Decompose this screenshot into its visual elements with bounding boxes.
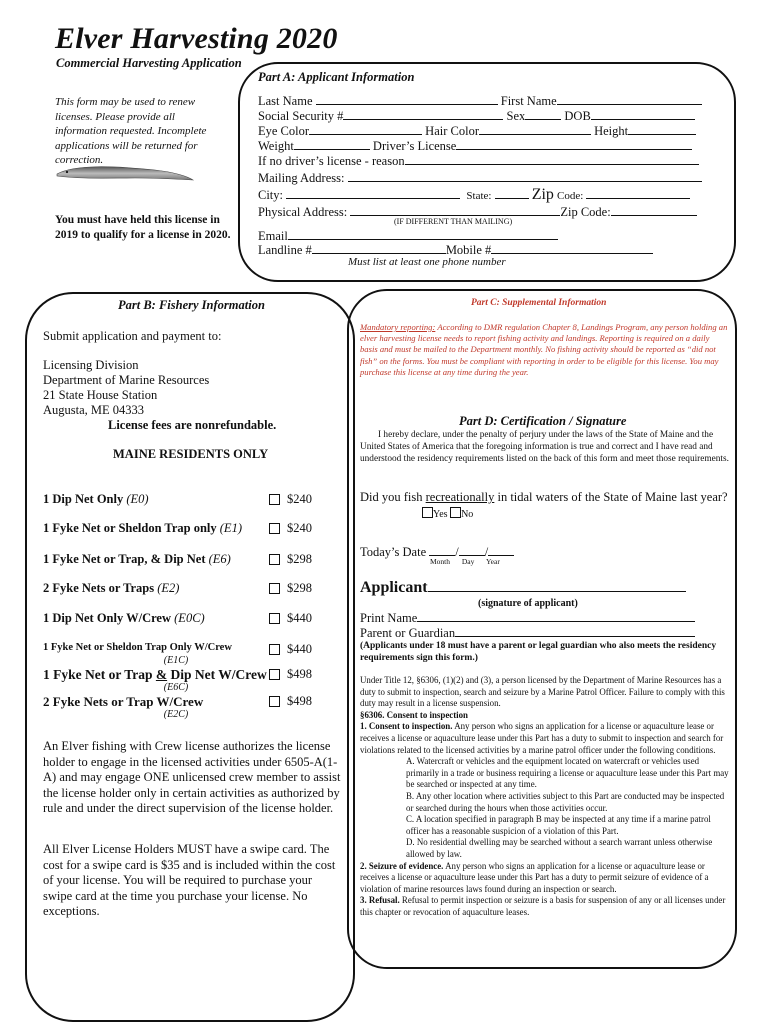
last-name-field[interactable] <box>316 93 498 105</box>
first-name-field[interactable] <box>557 93 702 105</box>
date-parts-labels <box>430 557 500 566</box>
fee-price: $440 <box>287 642 312 656</box>
height-field[interactable] <box>628 123 696 135</box>
sex-label: Sex <box>506 109 526 123</box>
todays-date-row: Today’s Date / / <box>360 544 514 560</box>
state-label: State: <box>466 190 492 202</box>
fee-code-e1c: (E1C) <box>163 655 189 666</box>
condition-b: B. Any other location where activities subject to this Part are conducted may be inspected or searched during the hours when those activities occur. <box>406 790 725 813</box>
condition-a: A. Watercraft or vehicles and the equipment located on watercraft or vehicles used primarily in a trade or business requiring a license or aquaculture lease under this Part may be searched or inspected at any time. <box>406 756 729 790</box>
fee-label-post: Dip Net W/Crew <box>167 667 267 682</box>
fee-checkbox[interactable] <box>269 696 280 707</box>
weight-label: Weight <box>258 139 294 153</box>
dob-label: DOB <box>564 109 591 123</box>
mobile-field[interactable] <box>491 242 653 254</box>
city-row <box>258 187 690 204</box>
fee-price: $298 <box>287 552 312 566</box>
fee-price: $240 <box>287 521 312 535</box>
part-b-title: Part B: Fishery Information <box>118 298 265 312</box>
eel-image <box>55 162 195 184</box>
fee-checkbox[interactable] <box>269 554 280 565</box>
day-label: Day <box>461 557 475 566</box>
parent-field[interactable] <box>455 625 695 637</box>
fee-code-e2c: (E2C) <box>163 709 189 720</box>
no-label: No <box>461 509 474 520</box>
consent-text: Any person who signs an application for a license or aquaculture lease or receives a license or aquaculture lease under this Part has a duty to submit to inspection and search for violations related to the licensed activities by a marine patrol officer under the following conditions. <box>360 721 724 755</box>
name-row <box>258 93 702 109</box>
form-title: Elver Harvesting 2020 <box>55 22 338 55</box>
zip-code-label: Code: <box>557 190 584 202</box>
zip-code-field[interactable] <box>586 187 690 199</box>
sex-field[interactable] <box>525 108 561 120</box>
ssn-row <box>258 108 695 124</box>
landline-label: Landline # <box>258 243 312 257</box>
no-license-label: If no driver’s license - reason <box>258 154 405 168</box>
physical-address-label: Physical Address: <box>258 205 348 219</box>
phone-note: Must list at least one phone number <box>348 256 506 268</box>
fee-label: 1 Fyke Net or Sheldon Trap Only W/Crew <box>43 642 232 653</box>
address-line-1: Licensing Division <box>43 358 139 372</box>
mailing-row <box>258 170 702 186</box>
question-underlined: recreationally <box>425 490 495 504</box>
part-d-title: Part D: Certification / Signature <box>459 414 627 428</box>
email-field[interactable] <box>288 228 558 240</box>
fee-code: (E2) <box>157 581 180 595</box>
refusal-heading: 3. Refusal. <box>360 895 400 906</box>
fee-price: $440 <box>287 611 312 625</box>
eye-hair-row <box>258 123 696 139</box>
hair-color-field[interactable] <box>479 123 591 135</box>
weight-row <box>258 138 692 154</box>
swipe-card-paragraph: All Elver License Holders MUST have a swipe card. The cost for a swipe card is $35 and is included within the cost of your license. You will be required to purchase your swipe card at the time you purchase your license. No exceptions. <box>43 842 336 918</box>
applicant-label: Applicant <box>360 579 428 596</box>
recreational-question <box>360 490 730 505</box>
fee-code: (E6) <box>208 552 231 566</box>
eye-color-field[interactable] <box>309 123 422 135</box>
fee-label-pre: 1 Fyke Net or Trap <box>43 667 156 682</box>
date-year-field[interactable] <box>488 544 514 556</box>
dob-field[interactable] <box>591 108 695 120</box>
applicant-signature-field[interactable] <box>428 578 686 592</box>
under18-note: (Applicants under 18 must have a parent or legal guardian who also meets the residency requirements sign this form.) <box>360 641 717 663</box>
fee-label: 1 Fyke Net or Sheldon Trap only <box>43 521 217 535</box>
fee-checkbox[interactable] <box>269 523 280 534</box>
date-day-field[interactable] <box>459 544 485 556</box>
signature-caption: (signature of applicant) <box>478 598 578 609</box>
email-label: Email <box>258 229 288 243</box>
address-line-3: 21 State House Station <box>43 388 158 402</box>
fee-price: $240 <box>287 492 312 506</box>
hair-color-label: Hair Color <box>425 124 479 138</box>
fee-code: (E0C) <box>174 611 205 625</box>
inspection-law-text <box>360 675 730 918</box>
consent-heading: 1. Consent to inspection. <box>360 721 453 732</box>
fee-label-amp: & <box>155 667 168 682</box>
yes-label: Yes <box>433 509 448 520</box>
date-month-field[interactable] <box>429 544 455 556</box>
month-label: Month <box>430 557 451 566</box>
part-c-title: Part C: Supplemental Information <box>471 298 607 308</box>
mandatory-reporting-label: Mandatory reporting: <box>360 322 436 332</box>
applicant-signature-row <box>360 578 686 597</box>
mailing-address-label: Mailing Address: <box>258 171 345 185</box>
eligibility-note: You must have held this license in 2019 to qualify for a license in 2020. <box>55 214 231 241</box>
condition-d: D. No residential dwelling may be searched without a search warrant unless otherwise allowed by law. <box>406 837 713 859</box>
city-field[interactable] <box>286 187 460 199</box>
fee-price: $298 <box>287 581 312 595</box>
fee-checkbox[interactable] <box>269 669 280 680</box>
if-different-note: (IF DIFFERENT THAN MAILING) <box>394 217 513 226</box>
fee-checkbox[interactable] <box>269 613 280 624</box>
fee-code: (E1) <box>219 521 242 535</box>
mailing-address-field[interactable] <box>348 170 702 182</box>
fee-label: 1 Fyke Net or Trap, & Dip Net <box>43 552 206 566</box>
drivers-license-label: Driver’s License <box>372 139 457 153</box>
title12-text: Under Title 12, §6306, (1)(2) and (3), a person licensed by the Department of Marine Resources has a duty to submit to inspection, search and seizure by a Marine Patrol Officer. Failure to comply with this duty may result in a license suspension. <box>360 675 725 709</box>
physical-zip-label: Zip Code: <box>560 205 611 219</box>
yes-checkbox[interactable] <box>422 507 433 518</box>
fee-label: 2 Fyke Nets or Trap W/Crew <box>43 694 204 709</box>
yes-no-options <box>422 507 473 520</box>
nonrefundable-note: License fees are nonrefundable. <box>108 418 277 432</box>
todays-date-label: Today’s Date <box>360 545 427 559</box>
form-subtitle: Commercial Harvesting Application <box>56 56 242 70</box>
address-line-4: Augusta, ME 04333 <box>43 403 145 417</box>
renewal-note: This form may be used to renew licenses. Please provide all information requested. Incomplete applications will be returned for correction. <box>55 96 207 166</box>
print-name-field[interactable] <box>417 610 695 622</box>
question-pre: Did you fish <box>360 490 426 504</box>
address-line-2: Department of Marine Resources <box>43 373 210 387</box>
residents-only: MAINE RESIDENTS ONLY <box>113 447 269 461</box>
fee-label: 2 Fyke Nets or Traps <box>43 581 155 595</box>
fee-code-e6c: (E6C) <box>163 682 189 693</box>
year-label: Year <box>486 557 500 566</box>
section-6306-heading: §6306. Consent to inspection <box>360 709 468 720</box>
part-c-text <box>360 322 728 378</box>
physical-zip-field[interactable] <box>611 204 697 216</box>
refusal-text: Refusal to permit inspection or seizure is a basis for suspension of any or all licenses under this chapter or revocation of aquaculture leases. <box>360 895 726 917</box>
first-name-label: First Name <box>500 94 557 108</box>
print-name-label: Print Name <box>360 611 418 625</box>
zip-label-big: Zip <box>531 186 554 203</box>
ssn-label: Social Security # <box>258 109 344 123</box>
drivers-license-field[interactable] <box>456 138 692 150</box>
seizure-text: Any person who signs an application for a license or aquaculture lease or receives a license or aquaculture lease under this Part has a duty to permit seizure of evidence of a violation of marine resources laws found during an inspection or search. <box>360 860 709 894</box>
seizure-heading: 2. Seizure of evidence. <box>360 860 444 871</box>
no-license-field[interactable] <box>405 153 699 165</box>
mandatory-reporting-text: According to DMR regulation Chapter 8, Landings Program, any person holding an elver harvesting license needs to report fishing activity and landings. Reporting is required on a daily basis and must be mailed to the Department monthly. No fishing activity should be reported as “did not fish” on the forms. You must be compliant with reporting in order to be eligible for this license. You may purchase this license at any time during the year. <box>360 322 728 377</box>
state-field[interactable] <box>495 187 529 199</box>
question-post: in tidal waters of the State of Maine last year? <box>494 490 728 504</box>
last-name-label: Last Name <box>258 94 313 108</box>
crew-paragraph: An Elver fishing with Crew license authorizes the license holder to engage in the licensed activities under 6505-A(1-A) and may engage ONE unlicensed crew member to assist the license holder only in certain activities as authorized by rule and under the direct supervision of the license holder. <box>43 739 341 815</box>
eye-color-label: Eye Color <box>258 124 310 138</box>
ssn-field[interactable] <box>343 108 503 120</box>
city-label: City: <box>258 188 284 202</box>
height-label: Height <box>594 124 629 138</box>
fee-code: (E0) <box>126 492 149 506</box>
print-name-row <box>360 610 695 626</box>
fee-label: 1 Dip Net Only W/Crew <box>43 611 172 625</box>
physical-address-field[interactable] <box>350 204 560 216</box>
fee-checkbox[interactable] <box>269 494 280 505</box>
fee-price: $498 <box>287 694 312 708</box>
parent-label: Parent or Guardian <box>360 626 456 640</box>
declaration-text: I hereby declare, under the penalty of perjury under the laws of the State of Maine and the United States of America that the foregoing information is true and correct and I have read and understood the residency requirements listed on the back of this form and meet those requirements. <box>360 430 729 464</box>
submit-instructions: Submit application and payment to: <box>43 329 222 343</box>
no-checkbox[interactable] <box>450 507 461 518</box>
part-a-title: Part A: Applicant Information <box>258 70 415 84</box>
fee-label: 1 Dip Net Only <box>43 492 124 506</box>
condition-c: C. A location specified in paragraph B may be inspected at any time if a marine patrol officer has a reasonable suspicion of a violation of this Part. <box>406 814 711 836</box>
fee-price: $498 <box>287 667 312 681</box>
parent-row <box>360 625 695 641</box>
landline-field[interactable] <box>312 242 446 254</box>
weight-field[interactable] <box>294 138 370 150</box>
fee-checkbox[interactable] <box>269 583 280 594</box>
mobile-label: Mobile # <box>445 243 492 257</box>
fee-checkbox[interactable] <box>269 644 280 655</box>
no-license-row <box>258 153 699 169</box>
